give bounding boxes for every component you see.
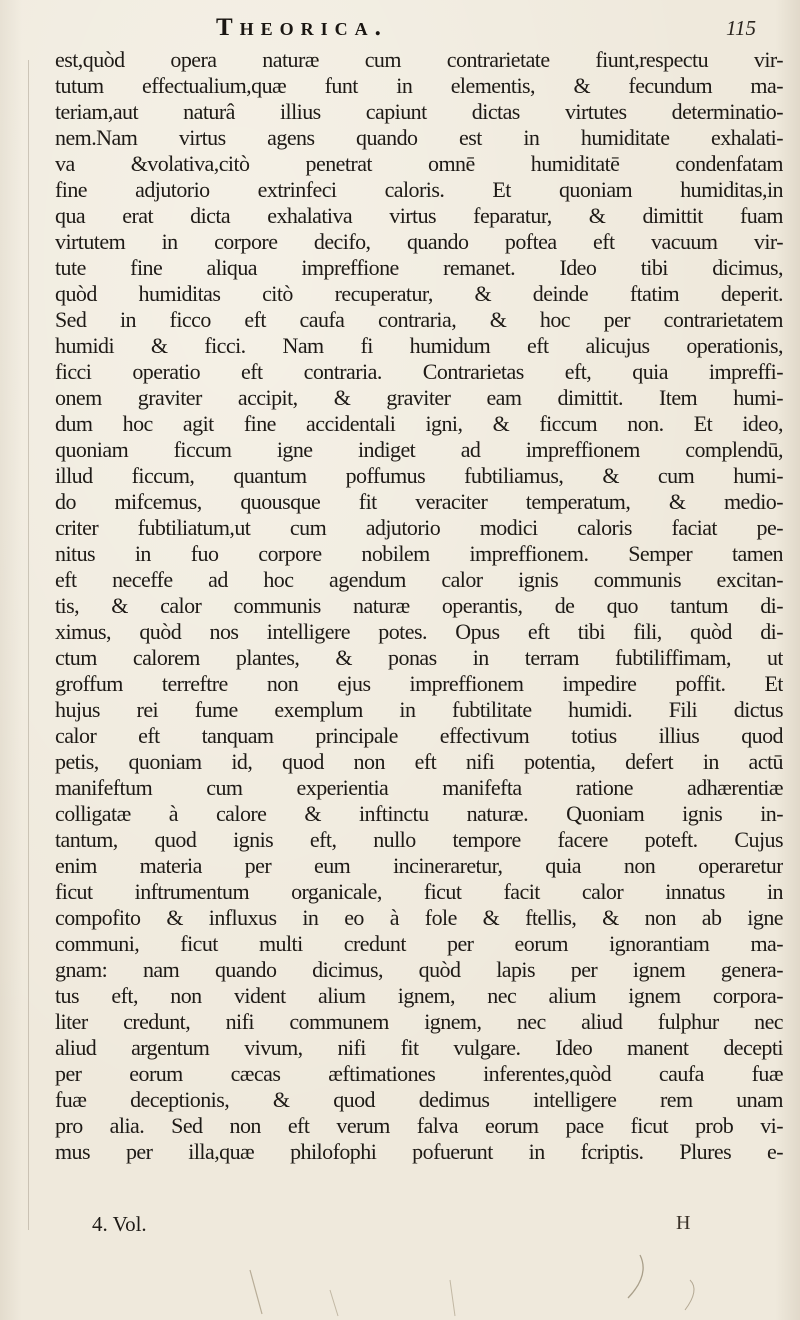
text-line: dum hoc agit fine accidentali igni, & ficcum non. Et ideo, (55, 411, 783, 436)
text-line: va &volativa,citò penetrat omnē humiditatē condenfatam (55, 151, 783, 176)
gathering-mark: H (676, 1212, 691, 1234)
text-line: groffum terreftre non ejus impreffionem impedire poffit. Et (55, 671, 783, 696)
text-line: petis, quoniam id, quod non eft nifi potentia, defert in actū (55, 749, 783, 774)
running-title: Theorica. (216, 14, 388, 41)
text-line: est,quòd opera naturæ cum contrarietate fiunt,respectu vir- (55, 47, 783, 72)
text-line: ficut inftrumentum organicale, ficut facit calor innatus in (55, 879, 783, 904)
text-line: tis, & calor communis naturæ operantis, de quo tantum di- (55, 593, 783, 618)
text-line: teriam,aut naturâ illius capiunt dictas virtutes determinatio- (55, 99, 783, 124)
show-through-strokes (0, 1250, 800, 1320)
text-line: manifeftum cum experientia manifefta ratione adhærentiæ (55, 775, 783, 800)
text-line: Sed in ficco eft caufa contraria, & hoc per contrarietatem (55, 307, 783, 332)
page-footer (0, 1212, 800, 1242)
text-line: pro alia. Sed non eft verum falva eorum pace ficut prob vi- (55, 1113, 783, 1138)
text-line: ficci operatio eft contraria. Contrarietas eft, quia impreffi- (55, 359, 783, 384)
text-line: humidi & ficci. Nam fi humidum eft alicujus operationis, (55, 333, 783, 358)
text-line: nitus in fuo corpore nobilem impreffionem. Semper tamen (55, 541, 783, 566)
text-line: virtutem in corpore decifo, quando poftea eft vacuum vir- (55, 229, 783, 254)
text-line: calor eft tanquam principale effectivum totius illius quod (55, 723, 783, 748)
text-line: ximus, quòd nos intelligere potes. Opus eft tibi fili, quòd di- (55, 619, 783, 644)
text-line: nem.Nam virtus agens quando est in humiditate exhalati- (55, 125, 783, 150)
text-line: fine adjutorio extrinfeci caloris. Et quoniam humiditas,in (55, 177, 783, 202)
text-line: per eorum cæcas æftimationes inferentes,quòd caufa fuæ (55, 1061, 783, 1086)
text-line: quoniam ficcum igne indiget ad impreffionem complendū, (55, 437, 783, 462)
text-line: mus per illa,quæ philofophi pofuerunt in fcriptis. Plures e- (55, 1139, 783, 1164)
body-text (55, 47, 783, 1165)
text-line: hujus rei fume exemplum in fubtilitate humidi. Fili dictus (55, 697, 783, 722)
text-line: tus eft, non vident alium ignem, nec alium ignem corpora- (55, 983, 783, 1008)
page-gutter-edge (28, 60, 29, 1230)
text-line: gnam: nam quando dicimus, quòd lapis per ignem genera- (55, 957, 783, 982)
text-line: tute fine aliqua impreffione remanet. Ideo tibi dicimus, (55, 255, 783, 280)
text-line: aliud argentum vivum, nifi fit vulgare. Ideo manent decepti (55, 1035, 783, 1060)
text-line: eft neceffe ad hoc agendum calor ignis communis excitan- (55, 567, 783, 592)
page-number: 115 (726, 16, 756, 40)
text-line: liter credunt, nifi communem ignem, nec aliud fulphur nec (55, 1009, 783, 1034)
text-line: ctum calorem plantes, & ponas in terram fubtiliffimam, ut (55, 645, 783, 670)
signature-mark: 4. Vol. (92, 1212, 147, 1236)
text-line: communi, ficut multi credunt per eorum ignorantiam ma- (55, 931, 783, 956)
text-line: illud ficcum, quantum poffumus fubtiliamus, & cum humi- (55, 463, 783, 488)
text-line: enim materia per eum incineraretur, quia non operaretur (55, 853, 783, 878)
text-line: qua erat dicta exhalativa virtus feparatur, & dimittit fuam (55, 203, 783, 228)
text-line: criter fubtiliatum,ut cum adjutorio modici caloris faciat pe- (55, 515, 783, 540)
text-line: do mifcemus, quousque fit veraciter temperatum, & medio- (55, 489, 783, 514)
text-line: onem graviter accipit, & graviter eam dimittit. Item humi- (55, 385, 783, 410)
text-line: tutum effectualium,quæ funt in elementis, & fecundum ma- (55, 73, 783, 98)
show-through-marks (0, 1250, 800, 1320)
text-line: fuæ deceptionis, & quod dedimus intelligere rem unam (55, 1087, 783, 1112)
text-line: compofito & influxus in eo à fole & ftellis, & non ab igne (55, 905, 783, 930)
text-line: tantum, quod ignis eft, nullo tempore facere poteft. Cujus (55, 827, 783, 852)
text-line: colligatæ à calore & inftinctu naturæ. Quoniam ignis in- (55, 801, 783, 826)
text-line: quòd humiditas citò recuperatur, & deinde ftatim deperit. (55, 281, 783, 306)
